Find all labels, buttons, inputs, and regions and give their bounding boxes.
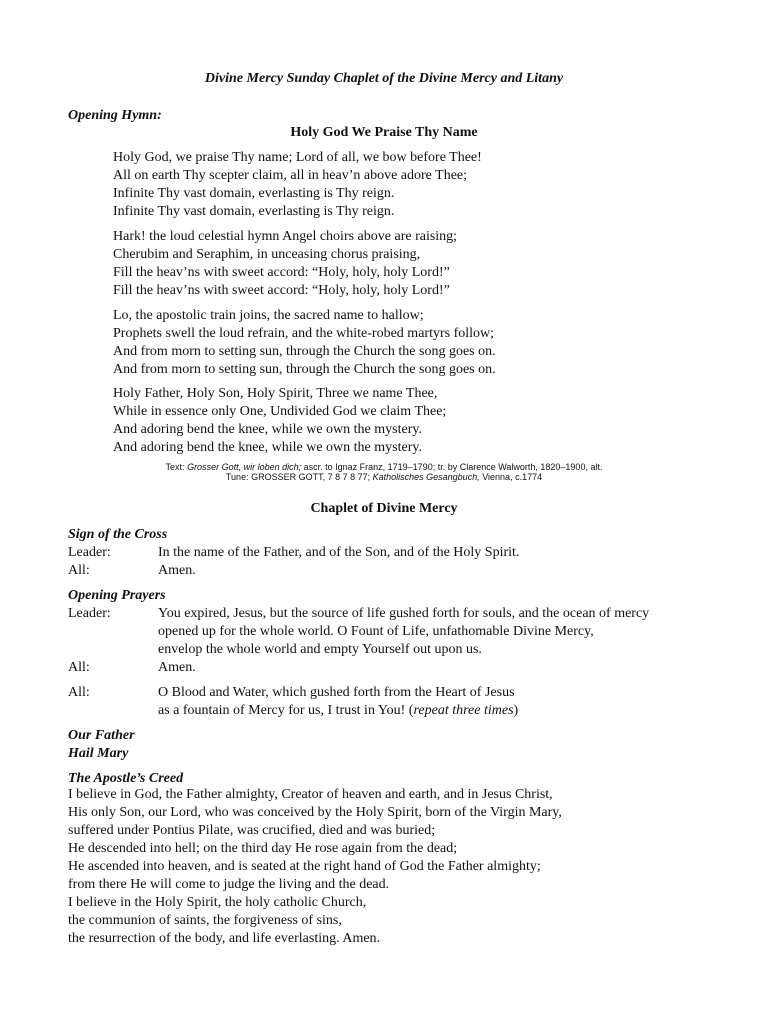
creed-line: I believe in the Holy Spirit, the holy catholic Church, [68, 895, 367, 910]
credit-tune-source: Katholisches Gesangbuch, [372, 472, 480, 482]
opening-prayers-heading: Opening Prayers [68, 588, 166, 603]
opening-hymn-label: Opening Hymn: [68, 108, 162, 123]
creed-line: He descended into hell; on the third day He rose again from the dead; [68, 841, 458, 856]
creed-line: I believe in God, the Father almighty, Creator of heaven and earth, and in Jesus Christ, [68, 787, 553, 802]
hymn-stanza [113, 149, 673, 221]
credit-text-line [0, 462, 768, 472]
all-text: Amen. [158, 563, 196, 578]
creed-text [68, 786, 708, 948]
creed-line: from there He will come to judge the living and the dead. [68, 877, 390, 892]
credit-tune-rest: Vienna, c.1774 [479, 472, 543, 482]
prayer-line [158, 702, 718, 720]
all-label: All: [68, 685, 90, 700]
our-father-heading: Our Father [68, 728, 135, 743]
leader-label: Leader: [68, 606, 111, 621]
hymn-line: Holy Father, Holy Son, Holy Spirit, Three we name Thee, [113, 386, 438, 401]
sign-of-cross-heading: Sign of the Cross [68, 527, 168, 542]
hymn-line: Cherubim and Seraphim, in unceasing chorus praising, [113, 247, 421, 262]
leader-prayer [158, 605, 718, 659]
hymn-line: Holy God, we praise Thy name; Lord of all, we bow before Thee! [113, 150, 482, 165]
hymn-line: And from morn to setting sun, through the Church the song goes on. [113, 362, 496, 377]
creed-line: His only Son, our Lord, who was conceived by the Holy Spirit, born of the Virgin Mary, [68, 805, 562, 820]
hymn-line: And adoring bend the knee, while we own the mystery. [113, 422, 422, 437]
hymn-line: Prophets swell the loud refrain, and the white-robed martyrs follow; [113, 326, 495, 341]
leader-text: In the name of the Father, and of the Son, and of the Holy Spirit. [158, 545, 520, 560]
prayer-line-close: ) [513, 703, 519, 718]
all-prayer [158, 684, 718, 720]
hymn-credits [0, 462, 768, 482]
hymn-stanza [113, 385, 673, 457]
hymn-line: Infinite Thy vast domain, everlasting is Thy reign. [113, 204, 395, 219]
hymn-line: While in essence only One, Undivided God we claim Thee; [113, 404, 447, 419]
credit-tune-line [0, 472, 768, 482]
prayer-line: opened up for the whole world. O Fount of Life, unfathomable Divine Mercy, [158, 624, 594, 639]
creed-heading: The Apostle’s Creed [68, 771, 184, 786]
hymn-line: Fill the heav’ns with sweet accord: “Holy, holy, holy Lord!” [113, 265, 450, 280]
credit-text-rest: ascr. to Ignaz Franz, 1719–1790; tr. by Clarence Walworth, 1820–1900, alt. [301, 462, 603, 472]
hymn-stanza [113, 307, 673, 379]
creed-line: the resurrection of the body, and life everlasting. Amen. [68, 931, 381, 946]
leader-label: Leader: [68, 545, 111, 560]
credit-tune-prefix: Tune: GROSSER GOTT, 7 8 7 8 77; [225, 472, 373, 482]
hymn-line: Fill the heav’ns with sweet accord: “Holy, holy, holy Lord!” [113, 283, 450, 298]
prayer-line: envelop the whole world and empty Yourself out upon us. [158, 642, 482, 657]
creed-line: suffered under Pontius Pilate, was crucified, died and was buried; [68, 823, 436, 838]
hymn-line: Infinite Thy vast domain, everlasting is Thy reign. [113, 186, 395, 201]
hymn-line: Lo, the apostolic train joins, the sacred name to hallow; [113, 308, 424, 323]
creed-line: the communion of saints, the forgiveness of sins, [68, 913, 342, 928]
hymn-line: And adoring bend the knee, while we own the mystery. [113, 440, 422, 455]
hymn-line: Hark! the loud celestial hymn Angel choirs above are raising; [113, 229, 458, 244]
prayer-line-text: as a fountain of Mercy for us, I trust in You! ( [158, 703, 414, 718]
all-label: All: [68, 563, 90, 578]
prayer-line: O Blood and Water, which gushed forth from the Heart of Jesus [158, 685, 515, 700]
hymn-line: All on earth Thy scepter claim, all in heav’n above adore Thee; [113, 168, 468, 183]
creed-line: He ascended into heaven, and is seated at the right hand of God the Father almighty; [68, 859, 541, 874]
hymn-line: And from morn to setting sun, through the Church the song goes on. [113, 344, 496, 359]
hymn-title-text: Holy God We Praise Thy Name [290, 125, 478, 140]
credit-text-title: Grosser Gott, wir loben dich; [187, 462, 302, 472]
hail-mary-heading: Hail Mary [68, 746, 129, 761]
all-label: All: [68, 660, 90, 675]
all-text: Amen. [158, 660, 196, 675]
credit-text-prefix: Text: [165, 462, 188, 472]
hymn-title [0, 124, 768, 142]
document-title: Divine Mercy Sunday Chaplet of the Divine Mercy and Litany [204, 71, 564, 86]
prayer-line: You expired, Jesus, but the source of life gushed forth for souls, and the ocean of mercy [158, 606, 650, 621]
repeat-instruction: repeat three times [413, 703, 514, 718]
hymn-stanza [113, 228, 673, 300]
chaplet-title: Chaplet of Divine Mercy [310, 501, 458, 516]
